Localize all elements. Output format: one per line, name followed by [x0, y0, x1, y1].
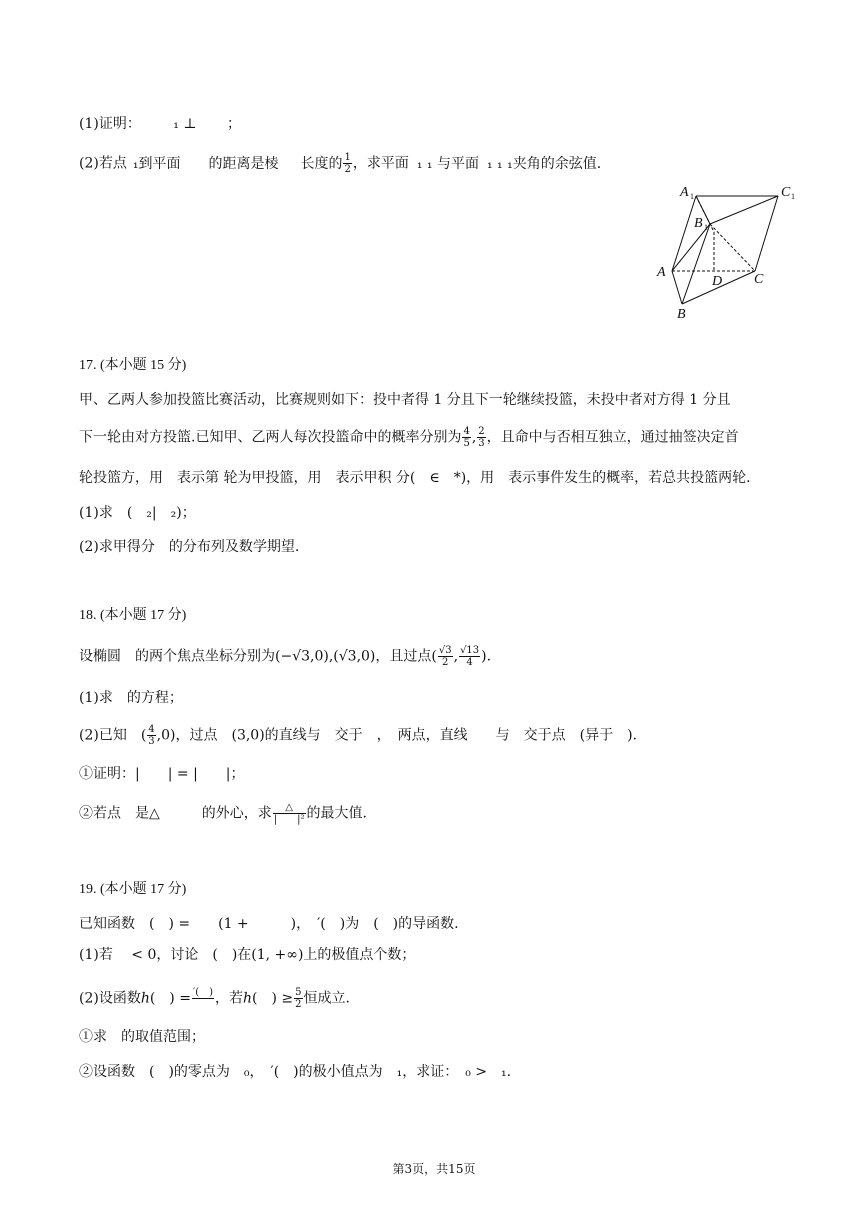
q17-part1: (1)求 ( ₂| ₂)； — [79, 505, 196, 521]
label-b: B — [677, 307, 686, 322]
fraction-pt-x — [438, 645, 453, 668]
label-a: A — [657, 265, 666, 280]
p2-den: 3 — [478, 438, 485, 449]
p2-num: 2 — [478, 426, 485, 437]
half-num: 1 — [344, 152, 351, 163]
q16-part1 — [79, 114, 241, 134]
label-d: D — [712, 274, 723, 289]
label-c: C — [754, 272, 764, 287]
fraction-f — [147, 724, 155, 747]
q16-part2-e: ，求平面 — [352, 155, 409, 172]
q17-part2: (2)求甲得分 的分布列及数学期望. — [79, 539, 300, 555]
q19-part2-c: 恒成立. — [303, 990, 350, 1007]
edge-b1b — [682, 224, 710, 304]
q18-part2 — [79, 724, 637, 747]
page-footer: 第3页，共15页 — [392, 1162, 476, 1176]
h-num: ′( ) — [192, 987, 214, 998]
q18-part1: (1)求 的方程； — [79, 690, 183, 706]
p1-num: 4 — [463, 426, 470, 437]
pt-x-num: √3 — [438, 645, 452, 656]
q18-sub2 — [79, 802, 367, 825]
q17-line2 — [79, 426, 739, 449]
q19-part2-b: ，若ℎ( ) ≥ — [215, 990, 294, 1007]
ratio-den: | |² — [273, 814, 305, 825]
q17-comma: , — [471, 429, 477, 446]
label-c1-sub: 1 — [791, 192, 795, 201]
q18-line1-a: 设椭圆 的两个焦点坐标分别为(−√3,0),(√3,0)，且过点( — [79, 648, 437, 665]
q16-part2-b: ₁到平面 — [132, 155, 181, 172]
q19-line1: 已知函数 ( ) = (1 + )， ′( )为 ( )的导函数. — [79, 916, 459, 932]
q16-part2 — [79, 152, 601, 175]
f-num: 4 — [148, 724, 155, 735]
q19-part1: (1)若 < 0，讨论 ( )在(1, +∞)上的极值点个数； — [79, 947, 416, 963]
fraction-h — [192, 987, 214, 1010]
h-den — [192, 999, 214, 1010]
ratio-num: △ — [273, 802, 306, 814]
q19-sub2: ②设函数 ( )的零点为 ₀， ′( )的极小值点为 ₁，求证： ₀ > ₁. — [79, 1064, 512, 1080]
q16-part2-g: ₁ ₁ ₁夹角的余弦值. — [486, 155, 602, 172]
q16-part2-a: (2)若点 — [79, 155, 127, 172]
q18-part2-b: ,0)，过点 (3,0)的直线与 交于 ， 两点，直线 与 交于点 (异于 ). — [156, 727, 638, 744]
edge-a1a — [672, 196, 696, 271]
half-den: 2 — [344, 164, 351, 175]
f-den: 3 — [148, 736, 155, 747]
edge-c1c — [755, 196, 778, 271]
edge-b1c1 — [710, 196, 778, 224]
label-b1: B — [694, 216, 703, 231]
label-a1: A — [680, 185, 689, 200]
q17-line3: 轮投篮方，用 表示第 轮为甲投篮，用 表示甲积 分( ∈ *)，用 表示事件发生的概率，若总共投篮两轮. — [79, 470, 751, 486]
q18-sub2-a: ②若点 是△ 的外心，求 — [79, 805, 272, 822]
q18-title: 18. (本小题 17 分) — [79, 608, 187, 623]
q16-part1-mid: ₁ ⊥ — [173, 116, 197, 132]
q17-line2-a: 下一轮由对方投篮.已知甲、乙两人每次投篮命中的概率分别为 — [79, 429, 462, 446]
label-a1-sub: 1 — [690, 192, 694, 201]
q16-part2-c: 的距离是棱 — [208, 155, 279, 172]
pt-x-den: 2 — [442, 657, 449, 668]
q16-part2-d: 长度的 — [300, 155, 343, 172]
q19-part2-a: (2)设函数ℎ( ) = — [79, 990, 191, 1007]
q19-part2 — [79, 987, 350, 1010]
c-den: 2 — [295, 999, 302, 1010]
fraction-p1 — [462, 426, 470, 449]
prism-figure — [650, 178, 800, 323]
q16-part1-label: (1)证明： — [79, 116, 141, 132]
q19-sub1: ①求 的取值范围； — [79, 1029, 205, 1045]
q16-part1-end: ； — [226, 116, 241, 132]
fraction-ratio — [273, 802, 306, 825]
q18-sub2-b: 的最大值. — [306, 805, 367, 822]
fraction-half — [343, 152, 351, 175]
q17-line1: 甲、乙两人参加投篮比赛活动，比赛规则如下：投中者得 1 分且下一轮继续投篮，未投中者对方得 1 分且 — [79, 392, 731, 408]
q18-line1: 设椭圆 的两个焦点坐标分别为(−√3,0),(√3,0)，且过点( $\frac{√3}{2}$ , $\frac{√13}{4}$ ). — [79, 645, 492, 668]
fraction-five-half — [294, 987, 302, 1010]
q16-part2-f: ₁ ₁ 与平面 — [416, 155, 479, 172]
c-num: 5 — [295, 987, 302, 998]
p1-den: 5 — [463, 438, 470, 449]
q17-title: 17. (本小题 15 分) — [79, 358, 187, 373]
q17-line2-b: ，且命中与否相互独立，通过抽签决定首 — [486, 429, 739, 446]
pt-y-den: 4 — [466, 657, 473, 668]
q18-part2-a: (2)已知 ( — [79, 727, 147, 744]
label-c1: C — [781, 185, 791, 200]
edge-ab — [672, 271, 682, 304]
label-b1-sub: 1 — [704, 223, 708, 232]
q18-sub1: ①证明：| | = | |； — [79, 766, 245, 782]
q18-line1-b: ). — [481, 648, 492, 665]
pt-y-num: √13 — [460, 645, 480, 656]
edge-b1c-hidden — [710, 224, 755, 271]
q19-title: 19. (本小题 17 分) — [79, 882, 187, 897]
fraction-pt-y — [459, 645, 480, 668]
fraction-p2 — [477, 426, 485, 449]
